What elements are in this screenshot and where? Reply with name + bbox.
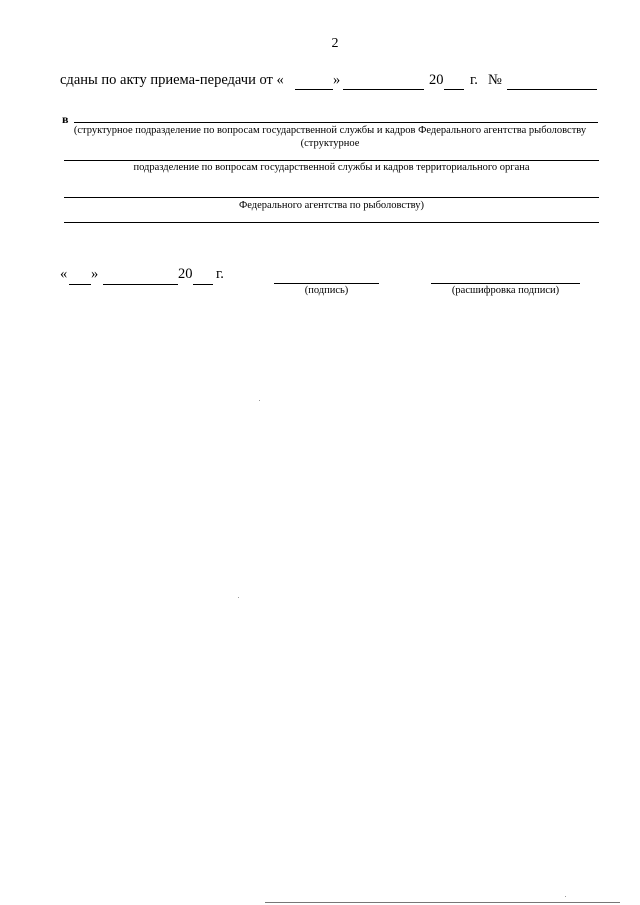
recipient-caption-3: подразделение по вопросам государственной службы и кадров территориального органа: [133, 162, 530, 173]
recipient-preposition: в: [62, 112, 69, 126]
recipient-caption-4: Федерального агентства по рыболовству): [238, 200, 425, 211]
handover-prefix: сданы по акту приема-передачи от «: [60, 72, 284, 88]
handover-month-blank[interactable]: [343, 89, 424, 90]
sign-year-suffix: г.: [216, 266, 224, 282]
sign-year-blank[interactable]: [193, 284, 213, 285]
recipient-caption-2: (структурное: [300, 138, 360, 149]
handover-year-prefix: 20: [429, 72, 444, 88]
recipient-line-2[interactable]: [64, 160, 599, 161]
recipient-line-1[interactable]: [74, 122, 598, 123]
handover-year-blank[interactable]: [444, 89, 464, 90]
recipient-line-3[interactable]: [64, 197, 599, 198]
handover-day-blank[interactable]: [295, 89, 333, 90]
handover-number-blank[interactable]: [507, 89, 597, 90]
recipient-caption-1: (структурное подразделение по вопросам государственной службы и кадров Федерального агентства рыболовству: [73, 125, 587, 136]
sign-close-quote: »: [91, 266, 99, 282]
scan-bottom-edge: [265, 902, 620, 903]
scan-speck: [565, 896, 566, 897]
decryption-line[interactable]: [431, 283, 580, 284]
page-number: 2: [331, 36, 339, 51]
scan-speck: [238, 597, 239, 598]
signature-caption: (подпись): [304, 285, 349, 296]
handover-line: [60, 72, 284, 89]
handover-number-sign: №: [488, 72, 502, 88]
signature-line[interactable]: [274, 283, 379, 284]
recipient-line-4[interactable]: [64, 222, 599, 223]
decryption-caption: (расшифровка подписи): [451, 285, 560, 296]
scan-speck: [259, 400, 260, 401]
sign-year-prefix: 20: [178, 266, 193, 282]
handover-quote-close: »: [333, 72, 341, 88]
sign-month-blank[interactable]: [103, 284, 178, 285]
sign-open-quote: «: [60, 266, 68, 282]
sign-day-blank[interactable]: [69, 284, 91, 285]
handover-year-suffix: г.: [470, 72, 478, 88]
